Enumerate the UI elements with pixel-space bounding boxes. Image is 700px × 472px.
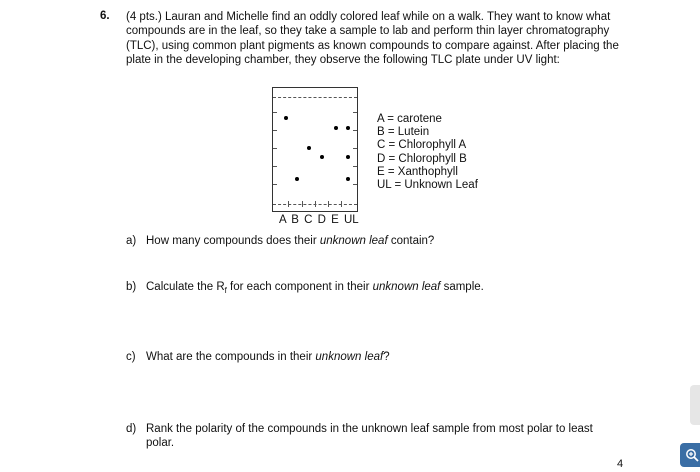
page-number: 4 <box>617 458 624 470</box>
part-b: b) Calculate the $R_f$ for each component in their unknown leaf sample. <box>126 281 484 295</box>
key-item: B = Lutein <box>377 126 430 139</box>
zoom-in-icon[interactable] <box>680 443 700 467</box>
key-item: D = Chlorophyll B <box>377 152 467 165</box>
key-item: C = Chlorophyll A <box>377 139 467 152</box>
side-scroll-tab[interactable] <box>690 385 700 425</box>
spot-lane-ul-bottom <box>346 177 350 181</box>
compound-key <box>377 113 478 192</box>
spot-lane-b <box>334 126 338 130</box>
spot-lane-ul-mid <box>346 155 350 159</box>
part-a: a) How many compounds does their unknown leaf contain? <box>126 235 435 247</box>
key-item: E = Xanthophyll <box>377 165 458 178</box>
key-item: A = carotene <box>377 113 442 125</box>
question-intro: (4 pts.) Lauran and Michelle find an oddly colored leaf while on a walk. They want to know what compounds are in the leaf, so they take a sample to lab and perform thin layer chromatography (TLC), using common plant pigments as known compounds to compare against. After placing the plate in the developing chamber, they observe the following TLC plate under UV light: <box>126 11 619 67</box>
lane-labels: A B C D E UL <box>279 214 359 226</box>
tlc-plate <box>272 87 358 212</box>
key-item: UL = Unknown Leaf <box>377 179 478 192</box>
part-c: c) What are the compounds in their unknown leaf? <box>126 351 390 363</box>
part-d: d) Rank the polarity of the compounds in the unknown leaf sample from most polar to least polar. <box>126 423 593 450</box>
spot-lane-e <box>295 177 299 181</box>
spot-lane-c <box>307 146 311 150</box>
spot-lane-d <box>320 155 324 159</box>
solvent-front-line <box>273 97 357 98</box>
spot-lane-ul-top <box>346 126 350 130</box>
spot-lane-a-top <box>284 116 288 120</box>
question-number: 6. <box>100 10 110 22</box>
